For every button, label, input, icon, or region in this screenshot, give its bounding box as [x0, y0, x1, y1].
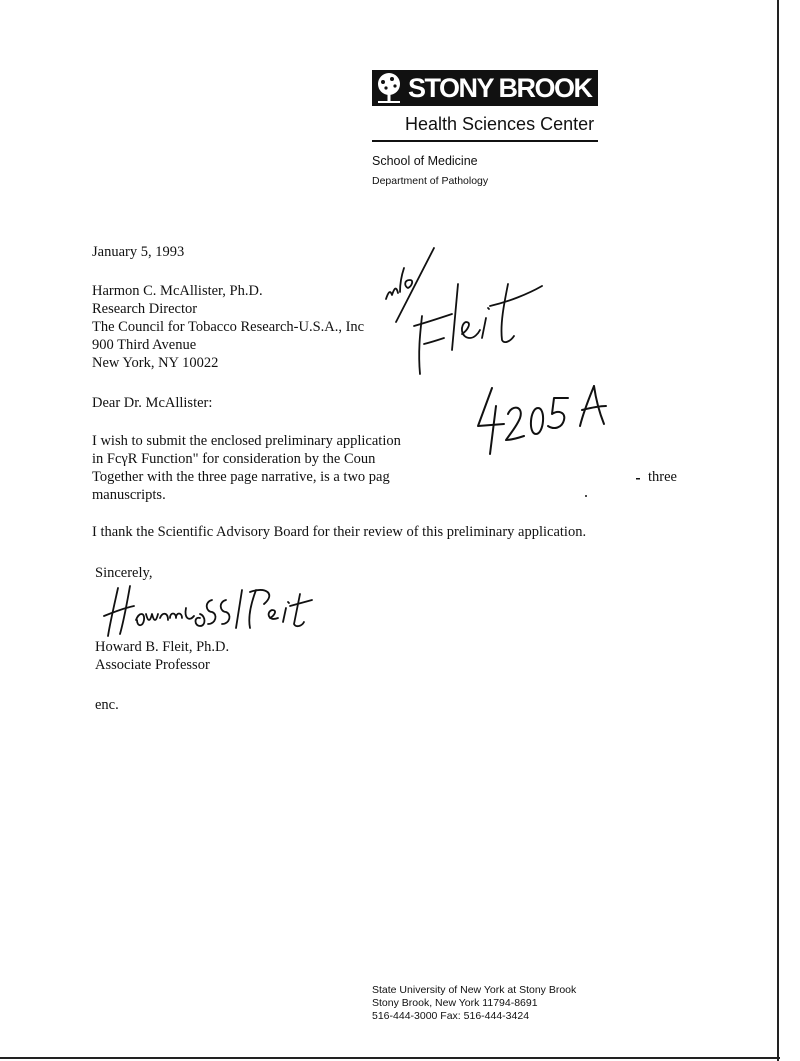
tree-icon	[372, 70, 406, 106]
page-edge	[0, 1057, 780, 1059]
para1-line: Together with the three page narrative, is a two pag	[92, 469, 390, 485]
recipient-street: 900 Third Avenue	[92, 337, 197, 353]
letter-date: January 5, 1993	[92, 244, 185, 260]
brand-name: STONY BROOK	[408, 73, 592, 103]
signer-name: Howard B. Fleit, Ph.D.	[95, 639, 230, 655]
footer-line: 516-444-3000 Fax: 516-444-3424	[372, 1010, 530, 1022]
school-name: School of Medicine	[372, 154, 478, 168]
center-name: Health Sciences Center	[405, 114, 595, 134]
footer-line: Stony Brook, New York 11794-8691	[372, 997, 538, 1009]
handwritten-annotation	[378, 244, 548, 384]
scan-artifact	[580, 472, 650, 502]
handwritten-number	[474, 380, 614, 460]
para2: I thank the Scientific Advisory Board for their review of this preliminary application.	[92, 524, 587, 540]
para1-line: I wish to submit the enclosed preliminary application	[92, 433, 401, 449]
letterhead-divider	[372, 140, 598, 142]
recipient-name: Harmon C. McAllister, Ph.D.	[92, 283, 263, 299]
closing: Sincerely,	[95, 565, 153, 581]
recipient-title: Research Director	[92, 301, 198, 317]
para1-line-tail: three	[648, 469, 677, 485]
footer-line: State University of New York at Stony Brook	[372, 984, 577, 996]
salutation: Dear Dr. McAllister:	[92, 395, 213, 411]
page-edge	[777, 0, 779, 1061]
recipient-org: The Council for Tobacco Research-U.S.A., Inc	[92, 319, 365, 335]
para1-line: manuscripts.	[92, 487, 166, 503]
enclosure: enc.	[95, 697, 119, 713]
department-name: Department of Pathology	[372, 175, 489, 187]
para1-line: in FcγR Function" for consideration by the Coun	[92, 451, 376, 467]
recipient-city: New York, NY 10022	[92, 355, 219, 371]
signer-title: Associate Professor	[95, 657, 210, 673]
signature	[100, 578, 330, 640]
